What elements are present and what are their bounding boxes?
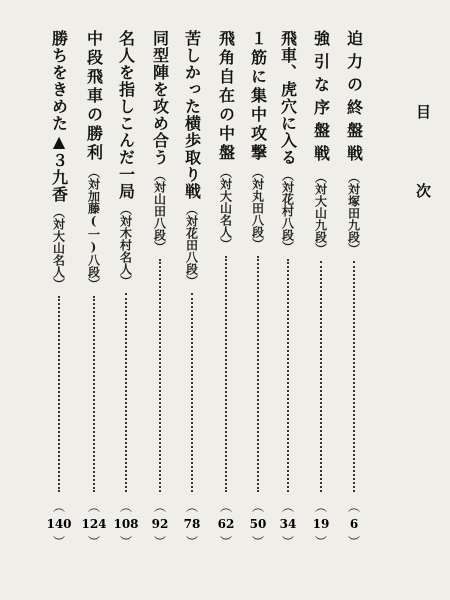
entry-opponent: （対加藤(一)八段） xyxy=(86,166,101,290)
entry-page-number: 108 xyxy=(113,517,139,531)
entry-title: 飛角自在の中盤 xyxy=(216,30,236,163)
dot-leader xyxy=(320,261,322,492)
entry-page: ︵ 6 ︶ xyxy=(347,500,360,549)
entry-page: ︵ 62 ︶ xyxy=(217,500,235,549)
entry-opponent: （対塚田九段） xyxy=(346,171,361,255)
entry-opponent: （対花村八段） xyxy=(280,169,295,253)
entry-page-number: 92 xyxy=(151,517,169,531)
entry-opponent: （対花田八段） xyxy=(184,203,199,287)
toc-entry[interactable] xyxy=(112,30,140,550)
entry-page-number: 124 xyxy=(81,517,107,531)
entry-page: ︵ 140 ︶ xyxy=(46,500,72,549)
entry-page-number: 34 xyxy=(279,517,297,531)
entry-page: ︵ 124 ︶ xyxy=(81,500,107,549)
entry-title: 勝ちをきめた▲３九香 xyxy=(49,30,69,203)
toc-entry[interactable] xyxy=(80,30,108,550)
entry-title: 飛車、虎穴に入る xyxy=(278,30,298,166)
entry-title: １筋に集中攻撃 xyxy=(248,30,268,163)
toc-entry[interactable] xyxy=(274,30,302,550)
toc-entry[interactable] xyxy=(212,30,240,550)
toc-entry[interactable] xyxy=(307,30,335,550)
entry-page: ︵ 34 ︶ xyxy=(279,500,297,549)
dot-leader xyxy=(159,259,161,492)
dot-leader xyxy=(93,296,95,492)
entry-title: 名人を指しこんだ一局 xyxy=(116,30,136,200)
entry-title: 迫力の終盤戦 xyxy=(344,30,364,168)
entry-page-number: 19 xyxy=(312,517,330,531)
entry-title: 苦しかった横歩取り戦 xyxy=(182,30,202,200)
entry-opponent: （対丸田八段） xyxy=(250,166,265,250)
entry-page: ︵ 78 ︶ xyxy=(183,500,201,549)
toc-heading: 目次 xyxy=(414,104,432,262)
entry-page: ︵ 19 ︶ xyxy=(312,500,330,549)
entry-opponent: （対大山九段） xyxy=(313,171,328,255)
entry-page: ︵ 92 ︶ xyxy=(151,500,169,549)
entry-page: ︵ 108 ︶ xyxy=(113,500,139,549)
entry-opponent: （対山田八段） xyxy=(152,169,167,253)
toc-entry[interactable] xyxy=(45,30,73,550)
toc-entry[interactable] xyxy=(146,30,174,550)
toc-entry[interactable] xyxy=(178,30,206,550)
entry-page-number: 140 xyxy=(46,517,72,531)
dot-leader xyxy=(58,296,60,492)
entry-page-number: 78 xyxy=(183,517,201,531)
entry-page: ︵ 50 ︶ xyxy=(249,500,267,549)
entry-page-number: 6 xyxy=(349,517,359,531)
dot-leader xyxy=(353,261,355,492)
entry-page-number: 62 xyxy=(217,517,235,531)
dot-leader xyxy=(257,256,259,492)
entry-title: 同型陣を攻め合う xyxy=(150,30,170,166)
entry-page-number: 50 xyxy=(249,517,267,531)
entry-opponent: （対大山名人） xyxy=(218,166,233,250)
dot-leader xyxy=(191,293,193,492)
entry-title: 強引な序盤戦 xyxy=(311,30,331,168)
dot-leader xyxy=(125,293,127,492)
dot-leader xyxy=(287,259,289,492)
entry-title: 中段飛車の勝利 xyxy=(84,30,104,163)
toc-entry[interactable] xyxy=(244,30,272,550)
entry-opponent: （対大山名人） xyxy=(51,206,66,290)
entry-opponent: （対木村名人） xyxy=(118,203,133,287)
dot-leader xyxy=(225,256,227,492)
toc-entry[interactable] xyxy=(340,30,368,550)
